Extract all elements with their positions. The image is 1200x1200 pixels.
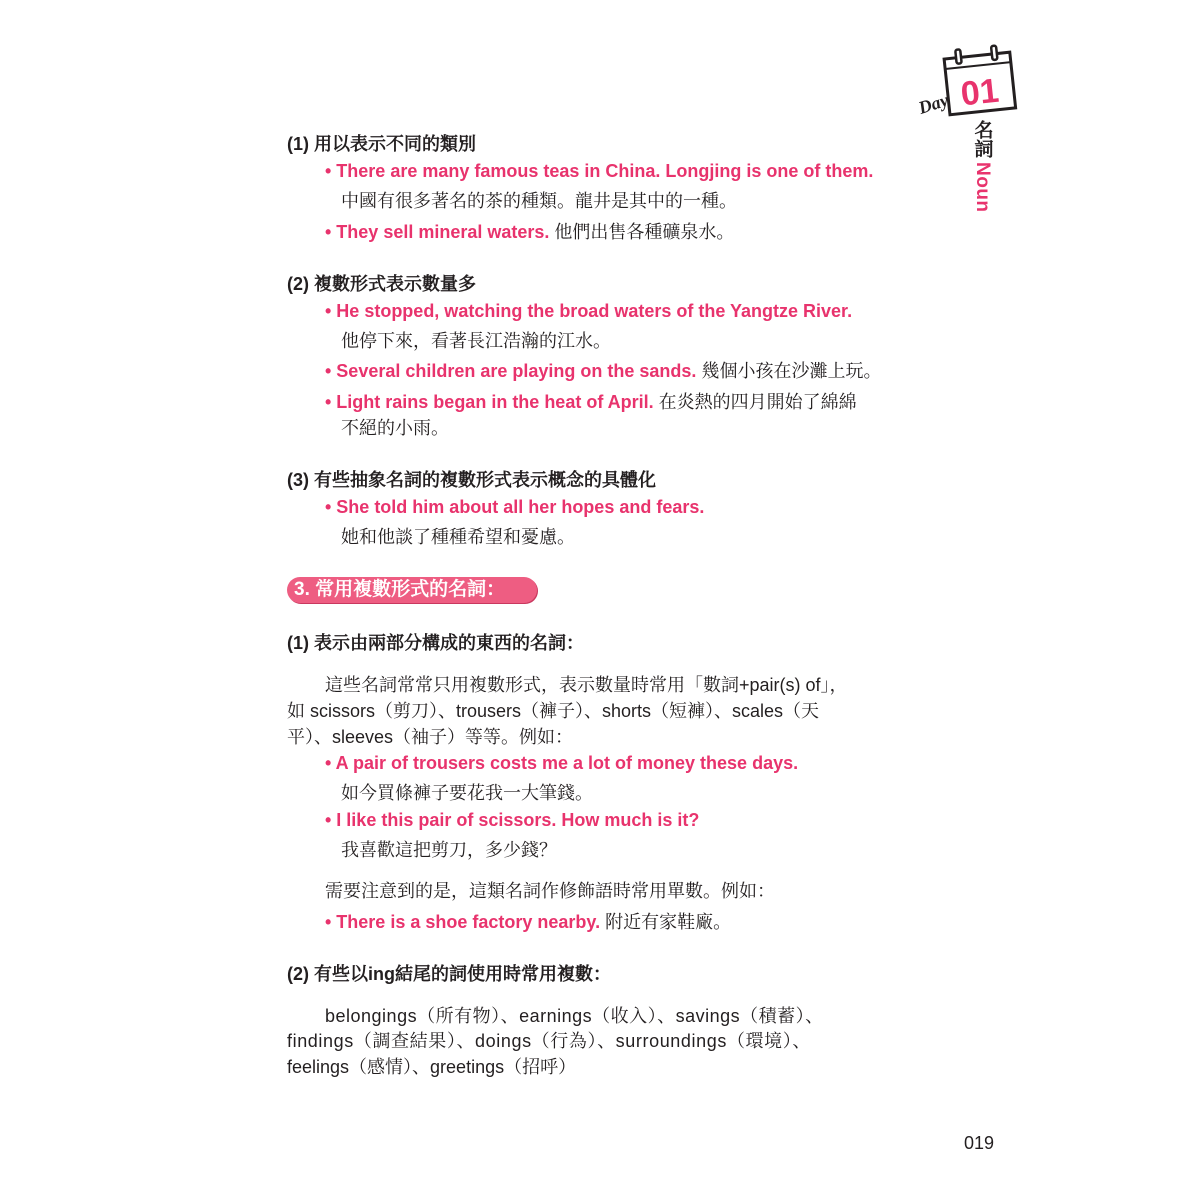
note-line: 需要注意到的是，這類名詞作修飾語時常用單數。例如： xyxy=(325,881,775,901)
subsection-heading-2: (2) 有些以ing結尾的詞使用時常用複數： xyxy=(287,964,611,984)
example-sentence xyxy=(325,753,798,774)
paragraph-line: belongings（所有物）、earnings（收入）、savings（積蓄）、 xyxy=(325,1006,824,1026)
example-translation: 如今買條褲子要花我一大筆錢。 xyxy=(341,783,593,803)
section-heading-3: (3) 有些抽象名詞的複數形式表示概念的具體化 xyxy=(287,470,656,490)
example-translation: 他停下來，看著長江浩瀚的江水。 xyxy=(341,331,611,351)
chapter-tab xyxy=(968,120,996,213)
example-sentence xyxy=(325,357,881,383)
example-zh: 在炎熱的四月開始了綿綿 xyxy=(653,392,857,412)
example-en: • She told him about all her hopes and fears. xyxy=(325,497,705,517)
day-number: 01 xyxy=(959,71,1001,114)
paragraph-line: 平）、sleeves（袖子）等等。例如： xyxy=(287,727,574,747)
subsection-heading-1: (1) 表示由兩部分構成的東西的名詞： xyxy=(287,633,584,653)
page-number: 019 xyxy=(964,1133,995,1153)
example-en: • There are many famous teas in China. Longjing is one of them. xyxy=(325,161,874,181)
example-zh: 附近有家鞋廠。 xyxy=(600,912,732,932)
example-translation: 中國有很多著名的茶的種類。龍井是其中的一種。 xyxy=(341,191,737,211)
example-sentence xyxy=(325,810,699,831)
paragraph-line: feelings（感情）、greetings（招呼） xyxy=(287,1057,577,1077)
section-heading-1: (1) 用以表示不同的類別 xyxy=(287,134,476,154)
example-sentence xyxy=(325,388,857,414)
chapter-en: Noun xyxy=(972,162,993,213)
example-en: • He stopped, watching the broad waters of the Yangtze River. xyxy=(325,301,853,321)
paragraph-line: 如 scissors（剪刀）、trousers（褲子）、shorts（短褲）、scales（天 xyxy=(287,701,820,721)
chapter-zh: 名詞 xyxy=(971,120,993,158)
example-zh: 幾個小孩在沙灘上玩。 xyxy=(696,361,882,381)
example-en: • Several children are playing on the sands. xyxy=(325,361,697,381)
example-sentence xyxy=(325,497,704,518)
example-en: • I like this pair of scissors. How much is it? xyxy=(325,810,700,830)
calendar-icon xyxy=(915,40,1025,125)
example-sentence xyxy=(325,218,734,244)
example-en: • They sell mineral waters. xyxy=(325,222,550,242)
paragraph-line: findings（調查結果）、doings（行為）、surroundings（環境）、 xyxy=(287,1031,811,1051)
example-sentence xyxy=(325,908,731,934)
example-en: • Light rains began in the heat of April. xyxy=(325,392,654,412)
section-pill-heading: 3. 常用複數形式的名詞： xyxy=(287,577,537,603)
day-label: Day xyxy=(915,89,951,118)
example-translation: 她和他談了種種希望和憂慮。 xyxy=(341,527,575,547)
paragraph-line: 這些名詞常常只用複數形式，表示數量時常用「數詞+pair(s) of」， xyxy=(325,675,848,695)
section-heading-2: (2) 複數形式表示數量多 xyxy=(287,274,476,294)
example-en: • There is a shoe factory nearby. xyxy=(325,912,601,932)
example-sentence xyxy=(325,301,852,322)
day-badge xyxy=(915,40,1025,125)
example-en: • A pair of trousers costs me a lot of money these days. xyxy=(325,753,799,773)
example-translation: 我喜歡這把剪刀，多少錢？ xyxy=(341,840,557,860)
example-translation: 不絕的小雨。 xyxy=(341,418,449,438)
example-sentence xyxy=(325,161,873,182)
example-zh: 他們出售各種礦泉水。 xyxy=(549,222,735,242)
